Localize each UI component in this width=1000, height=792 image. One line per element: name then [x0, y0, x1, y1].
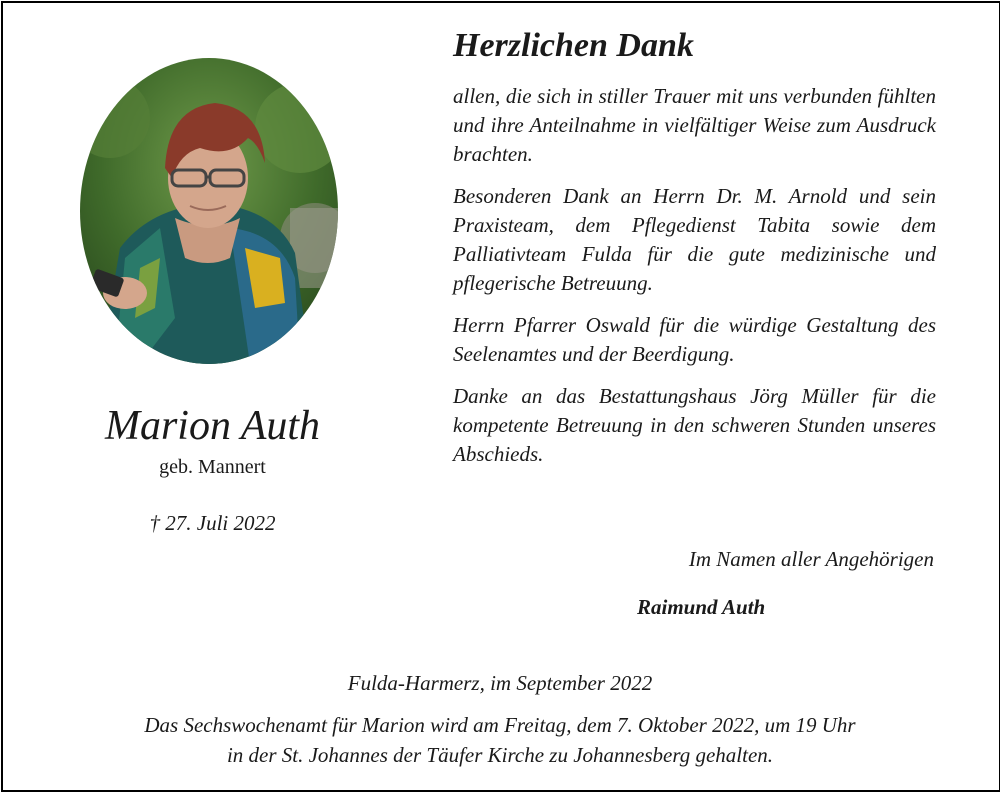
- thanks-paragraph: Danke an das Bestattungshaus Jörg Müller für die kompetente Betreuung in den schweren Stunden unseres Abschieds.: [453, 384, 936, 466]
- thanks-paragraph: Besonderen Dank an Herrn Dr. M. Arnold und sein Praxisteam, dem Pflegedienst Tabita sowie dem Palliativteam Fulda für die gute medizinische und pflegerische Betreuung.: [453, 184, 936, 295]
- thanks-paragraph: Herrn Pfarrer Oswald für die würdige Gestaltung des Seelenamtes und der Beerdigung.: [453, 313, 936, 366]
- death-date: † 27. Juli 2022: [149, 511, 276, 535]
- signature-line: Im Namen aller Angehörigen: [688, 547, 934, 571]
- thanks-paragraph: allen, die sich in stiller Trauer mit uns verbunden fühlten und ihre Anteilnahme in vielfältiger Weise zum Ausdruck brachten.: [453, 84, 936, 166]
- service-announcement-line-1: Das Sechswochenamt für Marion wird am Freitag, dem 7. Oktober 2022, um 19 Uhr: [144, 713, 856, 737]
- service-announcement-line-2: in der St. Johannes der Täufer Kirche zu Johannesberg gehalten.: [226, 743, 774, 767]
- thanks-heading: Herzlichen Dank: [453, 27, 694, 64]
- signer-name: Raimund Auth: [637, 595, 766, 619]
- deceased-name: Marion Auth: [104, 403, 321, 449]
- maiden-name: geb. Mannert: [159, 456, 266, 478]
- place-date: Fulda-Harmerz, im September 2022: [347, 671, 653, 695]
- portrait-photo: [80, 58, 338, 364]
- footer: [0, 668, 1000, 770]
- thanks-section: [453, 24, 936, 482]
- portrait-illustration: [80, 58, 338, 364]
- deceased-panel: [40, 0, 385, 560]
